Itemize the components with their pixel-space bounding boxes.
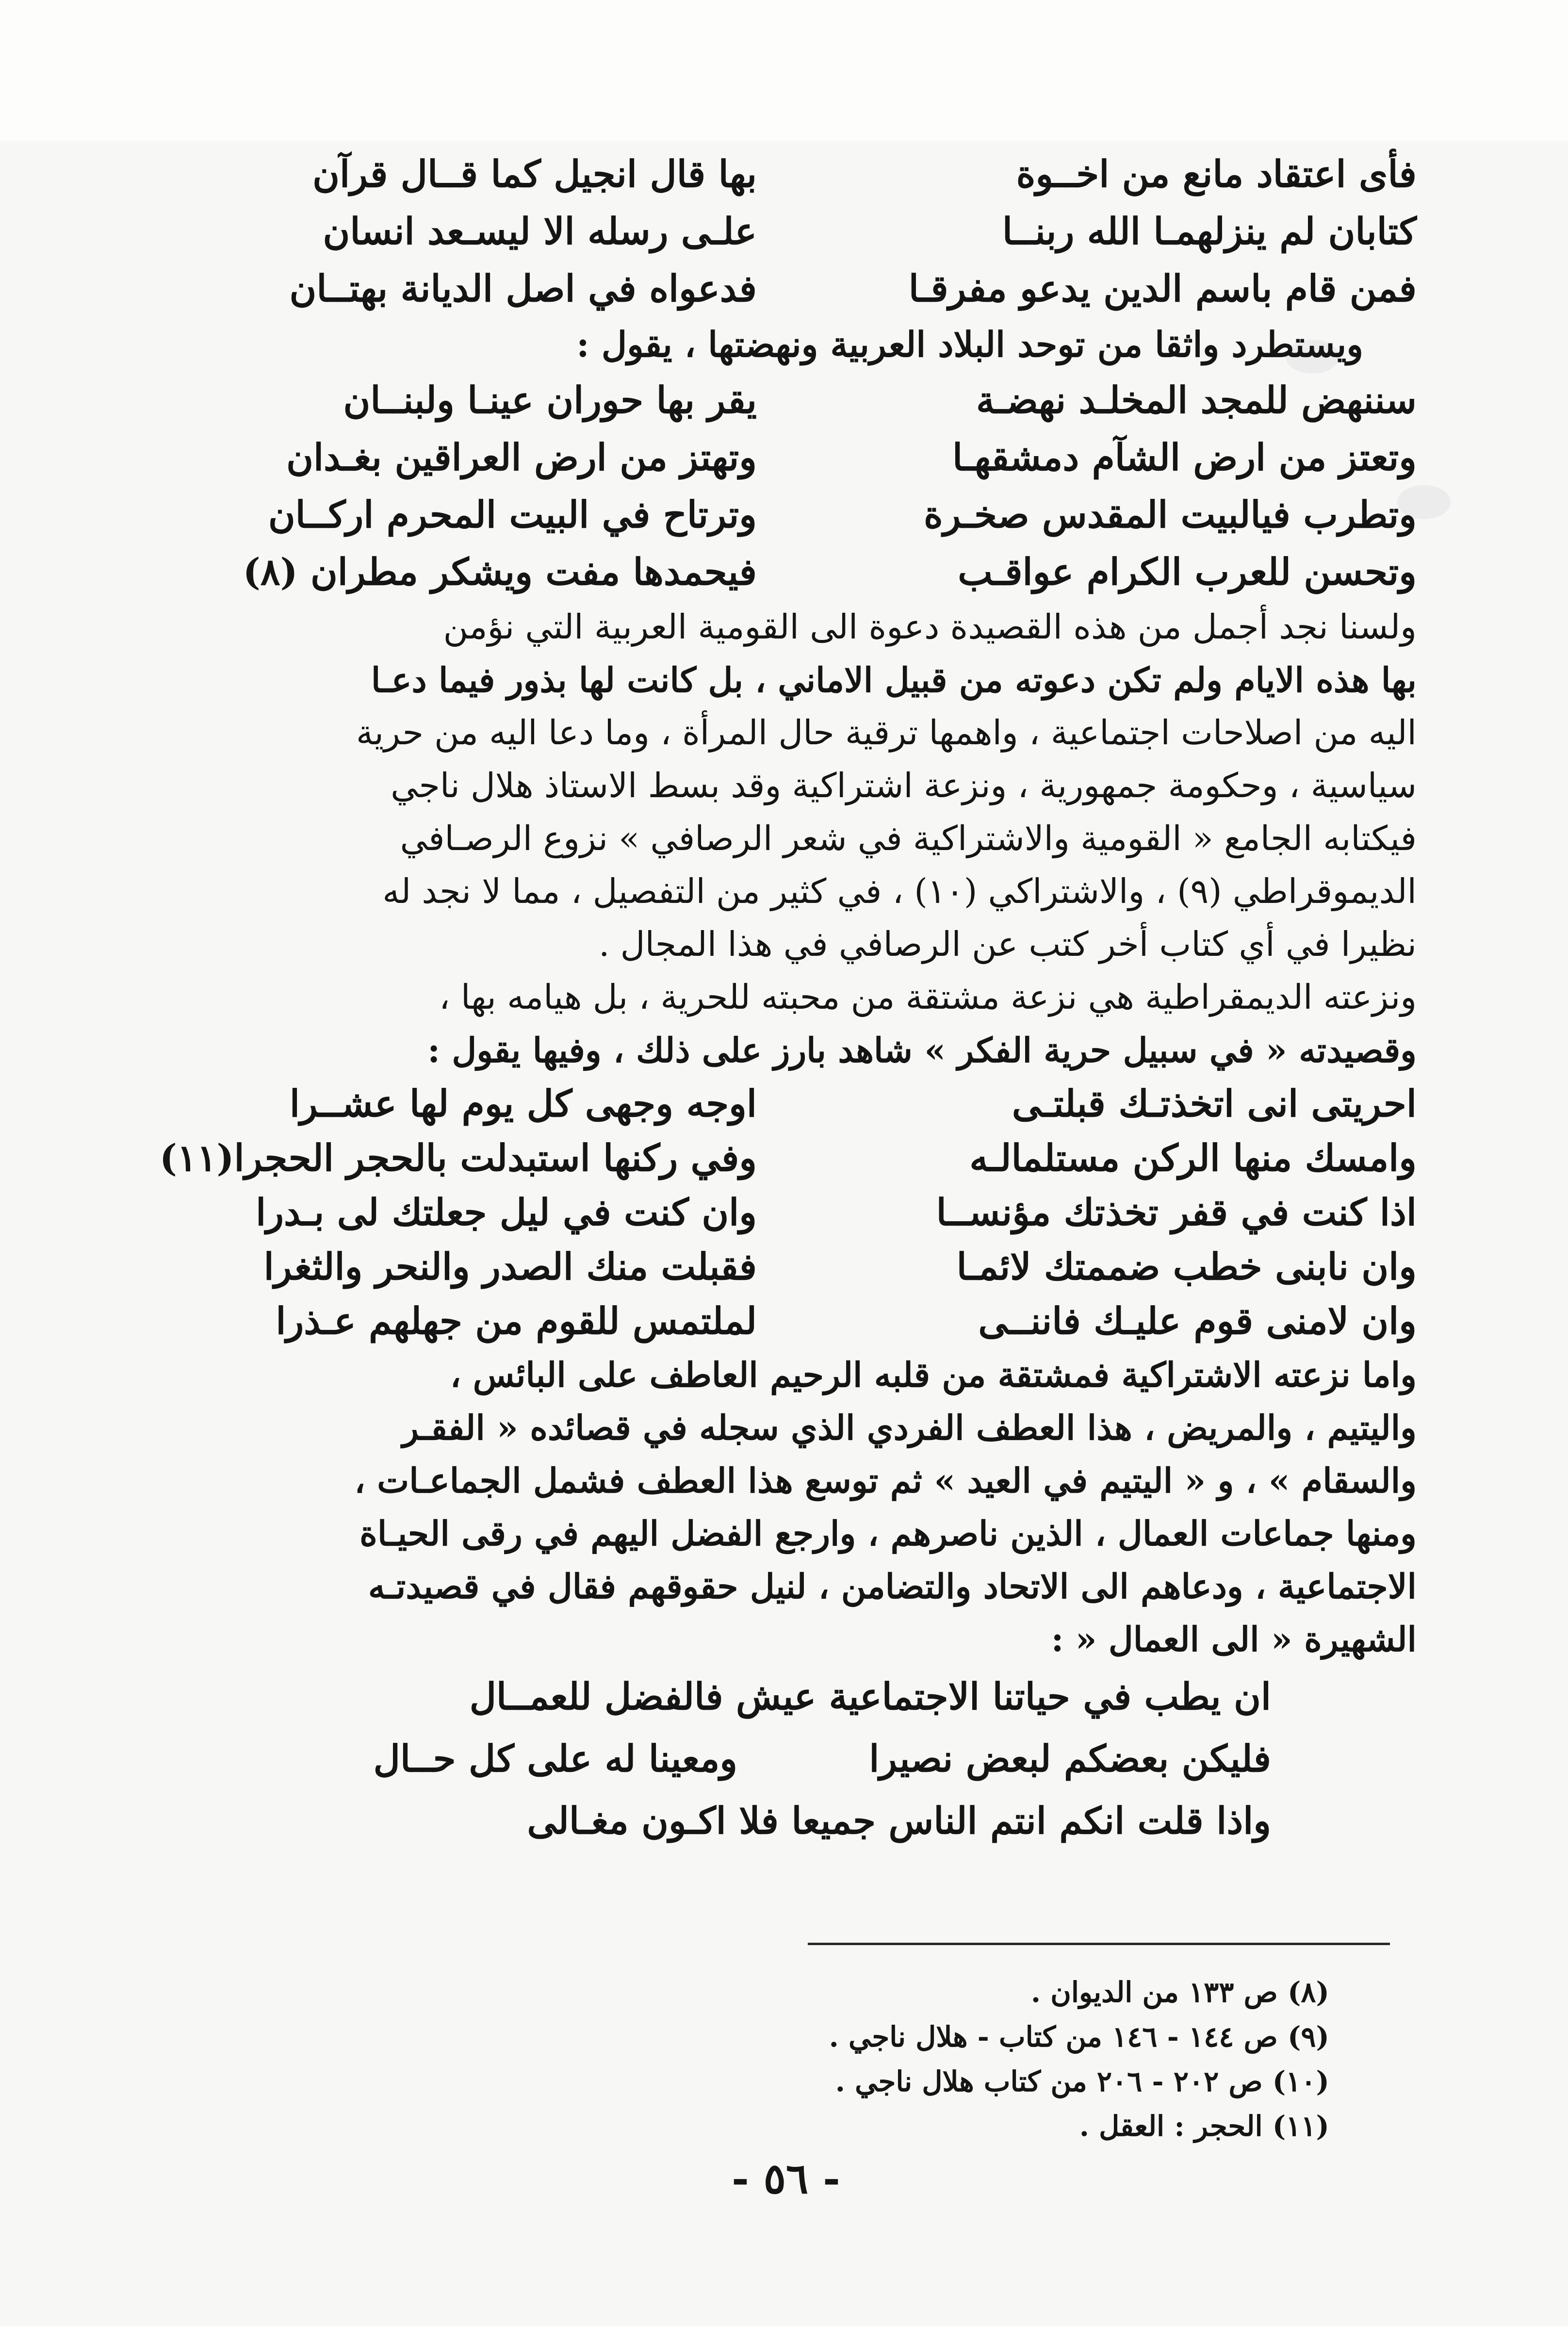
paragraph-line: نظيرا في أي كتاب أخر كتب عن الرصافي في هذا المجال .	[599, 924, 1417, 964]
footnotes	[631, 1970, 1329, 2148]
verse-first-hemistich: وتعتز من ارض الشآم دمشقهـا	[952, 436, 1417, 479]
poem-block-unity-of-faiths	[184, 146, 1417, 317]
verse-first-hemistich: فأى اعتقاد مانع من اخــوة	[1016, 152, 1417, 196]
verse-first-hemistich: احريتى انى اتخذتـك قبلتـى	[1012, 1082, 1417, 1125]
verse-line	[184, 372, 1417, 429]
page-top-margin	[0, 0, 1568, 141]
paragraph-line: بها هذه الايام ولم تكن دعوته من قبيل الاماني ، بل كانت لها بذور فيما دعـا	[371, 660, 1417, 700]
verse-line	[184, 1728, 1417, 1790]
paragraph-line: الديموقراطي (٩) ، والاشتراكي (١٠) ، في كثير من التفصيل ، مما لا نجد له	[382, 871, 1417, 911]
page-number: - ٥٦ -	[732, 2154, 840, 2203]
verse-second-hemistich: علـى رسله الا ليسـعد انسان	[323, 210, 757, 253]
verse-line	[184, 486, 1417, 543]
footnote: (١١) الحجر : العقل .	[1079, 2110, 1329, 2143]
footnote: (١٠) ص ٢٠٢ - ٢٠٦ من كتاب هلال ناجي .	[835, 2065, 1329, 2098]
verse-second-hemistich: فيحمدها مفت ويشكر مطران (٨)	[243, 550, 757, 593]
verse-second-hemistich: لملتمس للقوم من جهلهم عـذرا	[276, 1299, 757, 1343]
poem-block-freedom	[159, 1077, 1417, 1348]
paragraph-line: والسقام » ، و « اليتيم في العيد » ثم توسع هذا العطف فشمل الجماعـات ،	[354, 1460, 1417, 1501]
verse-first-hemistich: كتابان لم ينزلهمـا الله ربنــا	[1002, 210, 1417, 253]
footnote: (٩) ص ١٤٤ - ١٤٦ من كتاب - هلال ناجي .	[829, 2020, 1329, 2053]
verse-second-hemistich: بها قال انجيل كما قــال قرآن	[312, 152, 757, 196]
page-body	[159, 146, 1417, 1852]
paragraph-line: فيكتابه الجامع « القومية والاشتراكية في شعر الرصافي » نزوع الرصـافي	[400, 819, 1417, 858]
paragraph-democracy	[184, 971, 1417, 1077]
paragraph-line: الاجتماعية ، ودعاهم الى الاتحاد والتضامن ، لنيل حقوقهم فقال في قصيدتـه	[368, 1566, 1417, 1606]
verse-second-hemistich: وتهتز من ارض العراقين بغـدان	[286, 436, 757, 479]
verse-line	[184, 543, 1417, 601]
verse-second-hemistich: ومعينا له على كل حــال	[373, 1737, 737, 1780]
verse-line	[184, 429, 1417, 486]
paragraph-socialism	[184, 1348, 1417, 1666]
verse-second-hemistich: وفي ركنها استبدلت بالحجر الحجرا(١١)	[159, 1136, 757, 1179]
verse-first-hemistich: وان نابنى خطب ضممتك لائمـا	[956, 1245, 1417, 1288]
verse-line	[184, 260, 1417, 317]
verse-second-hemistich: يقر بها حوران عينـا ولبنــان	[343, 378, 757, 422]
poem-block-workers	[184, 1666, 1417, 1852]
paragraph-arab-nationalism	[184, 601, 1417, 971]
verse-line	[184, 1294, 1417, 1348]
verse-first-hemistich: وتطرب فيالبيت المقدس صخـرة	[923, 493, 1417, 536]
verse-line	[159, 1131, 1417, 1185]
paragraph-line: ولسنا نجد أجمل من هذه القصيدة دعوة الى القومية العربية التي نؤمن	[443, 607, 1417, 647]
poem-block-arab-awakening	[184, 372, 1417, 601]
footnote-divider	[808, 1943, 1390, 1945]
verse-first-hemistich: وامسك منها الركن مستلمالـه	[969, 1136, 1417, 1179]
verse-second-hemistich: فدعواه في اصل الديانة بهتــان	[289, 267, 757, 310]
paragraph-line: واليتيم ، والمريض ، هذا العطف الفردي الذي سجله في قصائده « الفقـر	[402, 1408, 1417, 1448]
paragraph-line: واما نزعته الاشتراكية فمشتقة من قلبه الرحيم العاطف على البائس ،	[450, 1355, 1417, 1395]
verse-line	[184, 203, 1417, 260]
paragraph-line: سياسية ، وحكومة جمهورية ، ونزعة اشتراكية وقد بسط الاستاذ هلال ناجي	[391, 766, 1417, 805]
verse-second-hemistich: وان كنت في ليل جعلتك لى بـدرا	[256, 1191, 757, 1234]
verse-line	[184, 1240, 1417, 1294]
verse-first-hemistich: فليكن بعضكم لبعض نصيرا	[869, 1737, 1271, 1780]
verse-line	[184, 146, 1417, 203]
verse-first-hemistich: سننهض للمجد المخلـد نهضـة	[976, 378, 1417, 422]
verse-first-hemistich: اذا كنت في قفر تخذتك مؤنســا	[936, 1191, 1417, 1234]
paragraph-line: ونزعته الديمقراطية هي نزعة مشتقة من محبته للحرية ، بل هيامه بها ،	[439, 977, 1417, 1017]
verse-first-hemistich: فمن قام باسم الدين يدعو مفرقـا	[908, 267, 1417, 310]
verse-line	[184, 1185, 1417, 1240]
paragraph-line: وقصيدته « في سبيل حرية الفكر » شاهد بارز على ذلك ، وفيها يقول :	[427, 1030, 1417, 1070]
intro-line: ويستطرد واثقا من توحد البلاد العربية ونهضتها ، يقول :	[576, 324, 1363, 365]
verse-second-hemistich: وترتاح في البيت المحرم اركــان	[268, 493, 757, 536]
verse-second-hemistich: فقبلت منك الصدر والنحر والثغرا	[263, 1245, 757, 1288]
paragraph-line: الشهيرة « الى العمال « :	[1051, 1619, 1417, 1659]
paragraph-line: ومنها جماعات العمال ، الذين ناصرهم ، وارجع الفضل اليهم في رقى الحيـاة	[359, 1513, 1417, 1554]
verse-line	[184, 1077, 1417, 1131]
verse-second-hemistich: اوجه وجهى كل يوم لها عشــرا	[289, 1082, 757, 1125]
verse-first-hemistich: وان لامنى قوم عليـك فاننــى	[978, 1299, 1417, 1343]
footnote: (٨) ص ١٣٣ من الديوان .	[1030, 1976, 1329, 2009]
verse-line: ان يطب في حياتنا الاجتماعية عيش فالفضل للعمــال	[469, 1675, 1271, 1718]
verse-line: واذا قلت انكم انتم الناس جميعا فلا اكـون مغـالى	[527, 1799, 1271, 1842]
paragraph-line: اليه من اصلاحات اجتماعية ، واهمها ترقية حال المرأة ، وما دعا اليه من حرية	[356, 713, 1417, 753]
verse-first-hemistich: وتحسن للعرب الكرام عواقـب	[958, 550, 1417, 593]
